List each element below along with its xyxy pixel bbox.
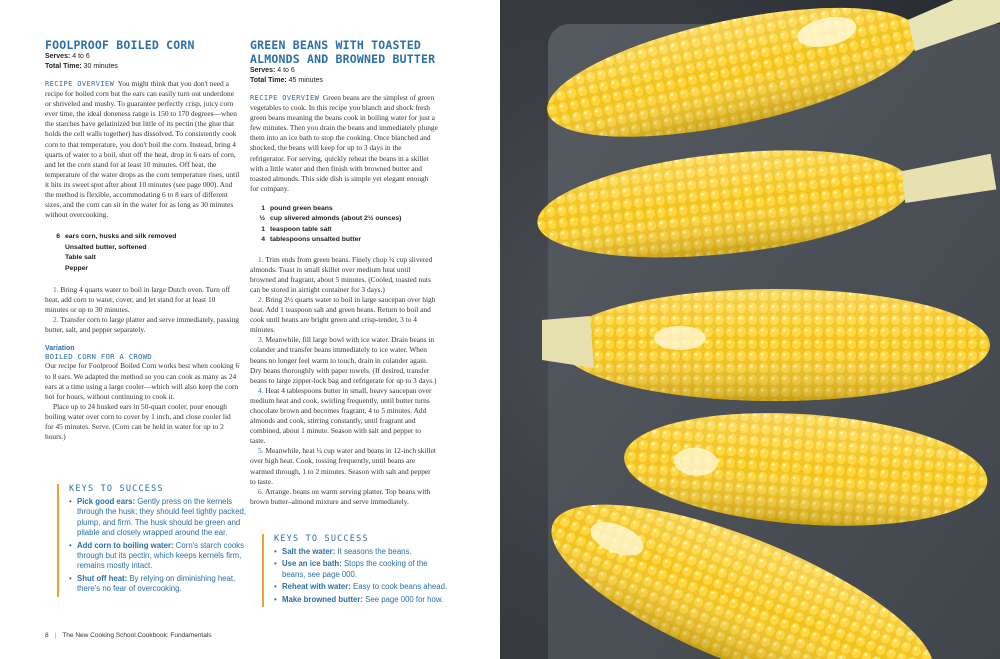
key-item: • Use an ice bath: Stops the cooking of the beans, see page 000. — [274, 559, 450, 580]
total-time: Total Time: 30 minutes — [45, 62, 118, 70]
recipe-title: GREEN BEANS WITH TOASTED ALMONDS AND BROWNED BUTTER — [250, 38, 436, 66]
variation-paragraph: Place up to 24 husked ears in 50-quart cooler, pour enough boiling water over corn to cover by 1 inch, and close cooler lid for 45 minutes. Serve. (Corn can be held in water for up to 2 hours.) — [45, 401, 231, 442]
keys-title: KEYS TO SUCCESS — [274, 534, 369, 544]
ingredient-item: Table salt — [65, 254, 96, 262]
keys-to-success-corn — [57, 484, 247, 597]
key-item: • Add corn to boiling water: Corn's starch cooks through but its pectin, which keeps kernels firm, remains mostly intact. — [69, 541, 247, 572]
key-item: • Shut off heat: By relying on diminishing heat, there's no fear of overcooking. — [69, 574, 247, 595]
variation — [45, 345, 240, 442]
key-item: • Pick good ears: Gently press on the kernels through the husk; they should feel tightly packed, plump, and firm. The husk should be green and pliable and closely wrapped around the ear. — [69, 497, 247, 539]
step: 1. Trim ends from green beans. Finely chop ¼ cup slivered almonds. Toast in small skillet over medium heat until browned and fragrant, about 5 minutes. (Cooled, toasted nuts can be stored in airtight container for 3 days.) — [250, 254, 433, 294]
book-title: The New Cooking School Cookbook: Fundamentals — [62, 632, 212, 639]
serves: Serves: 4 to 6 — [45, 53, 90, 60]
step: 4. Heat 4 tablespoons butter in small, heavy saucepan over medium heat and cook, swirling frequently, until butter turns chocolate brown and becomes fragrant, 4 to 5 minutes. Add almonds and cook, stirring constantly, until fragrant and combined, about 1 minute. Season with salt and pepper to taste. — [250, 385, 432, 446]
folio: 8 | The New Cooking School Cookbook: Fundamentals — [45, 632, 212, 639]
boiled-corn-photo — [500, 0, 1000, 659]
step: 2. Bring 2½ quarts water to boil in large saucepan over high heat. Add 1 teaspoon salt and green beans. Return to boil and cook until beans are bright green and crisp-tender, 3 to 4 minutes. — [250, 294, 436, 335]
serves: Serves: 4 to 6 — [250, 67, 295, 74]
step: 6. Arrange. beans on warm serving platter. Top beans with brown butter–almond mixture and serve immediately. — [250, 486, 431, 506]
ingredient-item: 1 teaspoon table salt — [261, 225, 332, 233]
step: 1. Bring 4 quarts water to boil in large Dutch oven. Turn off heat, add corn to water, cover, and let stand for at least 10 minutes or up to 30 minutes. — [45, 284, 231, 315]
method-steps — [250, 255, 438, 507]
ingredient-item: ½ cup slivered almonds (about 2½ ounces) — [259, 215, 402, 223]
ingredient-item: Unsalted butter, softened — [65, 243, 147, 251]
step: 5. Meanwhile, heat ¼ cup water and beans in 12-inch skillet over high heat. Cook, tossing frequently, until beans are warmed through, 1 to 2 minutes. Season with salt and pepper to taste. — [250, 446, 436, 486]
ingredient-item: 4 tablespoons unsalted butter — [261, 236, 362, 244]
ingredient-item: 6 ears corn, husks and silk removed — [56, 233, 177, 241]
variation-paragraph: Our recipe for Foolproof Boiled Corn works best when cooking 6 to 8 ears. We adapted the method so you can cook as many as 24 ears at a time using a large cooler—which will also keep the corn hot for hours, without continuing to cook it. — [45, 361, 240, 401]
ingredient-item: Pepper — [65, 264, 89, 272]
method-steps — [45, 285, 240, 335]
variation-label: Variation — [45, 345, 75, 353]
variation-title: BOILED CORN FOR A CROWD — [45, 352, 152, 362]
recipe-overview: RECIPE OVERVIEW You might think that you don't need a recipe for boiled corn but the ears can easily turn out underdone or shriveled and mushy. To guarantee perfectly crisp, juicy corn ever time, the ideal doneness range is 150 to 170 degrees—when the starches have gelatinized but little of its pectin (the glue that holds the cell walls together) has dissolved. To consistently cook corn to that temperature, you don't boil the corn. Instead, bring 4 quarts of water to a boil, shut off the heat, drop in 6 ears of corn, and let the corn stand for at least 10 minutes. Off heat, the temperature of the water drops as the corn temperature rises, until it hits its sweet spot after about 10 minutes (see page 000). And the method is flexible, accommodating 6 to 8 ears of different sizes, and the corn can sit in the water for as long as 30 minutes without overcooking. — [45, 79, 240, 220]
total-time: Total Time: 45 minutes — [250, 76, 323, 84]
ingredient-list — [250, 204, 438, 246]
keys-title: KEYS TO SUCCESS — [69, 484, 164, 494]
key-item: • Reheat with water: Easy to cook beans ahead. — [274, 582, 450, 592]
key-item: • Salt the water: It seasons the beans. — [274, 547, 450, 557]
step: 3. Meanwhile, fill large bowl with ice water. Drain beans in colander and transfer beans immediately to ice water. When beans no longer feel warm to touch, drain in colander again. Dry beans thoroughly with paper towels. (If desired, transfer beans to large zipper-lock bag and refrigerate for up to 3 days.) — [250, 335, 437, 385]
recipe-green-beans — [250, 38, 438, 507]
ingredient-item: 1 pound green beans — [261, 204, 333, 212]
page-number: 8 — [45, 632, 49, 639]
recipe-boiled-corn — [45, 38, 240, 442]
key-item: • Make browned butter: See page 000 for how. — [274, 595, 450, 605]
keys-to-success-green-beans — [262, 534, 450, 607]
recipe-overview: RECIPE OVERVIEW Green beans are the simplest of green vegetables to cook. In this recipe you blanch and shock fresh green beans meaning the beans cook in boiling water for just a few minutes. Then you drain the beans and immediately plunge them into an ice bath to stop the cooking. Once blanched and shocked, the beans will keep for up to 3 days in the refrigerator. For serving, quickly reheat the beans in a skillet with a little water and then finish with browned butter and toasted almonds. This side dish is simple yet elegant enough for company. — [250, 93, 438, 193]
recipe-title: FOOLPROOF BOILED CORN — [45, 38, 195, 52]
step: 2. Transfer corn to large platter and serve immediately, passing butter, salt, and pepper separately. — [45, 315, 239, 335]
ingredient-list — [45, 232, 240, 274]
